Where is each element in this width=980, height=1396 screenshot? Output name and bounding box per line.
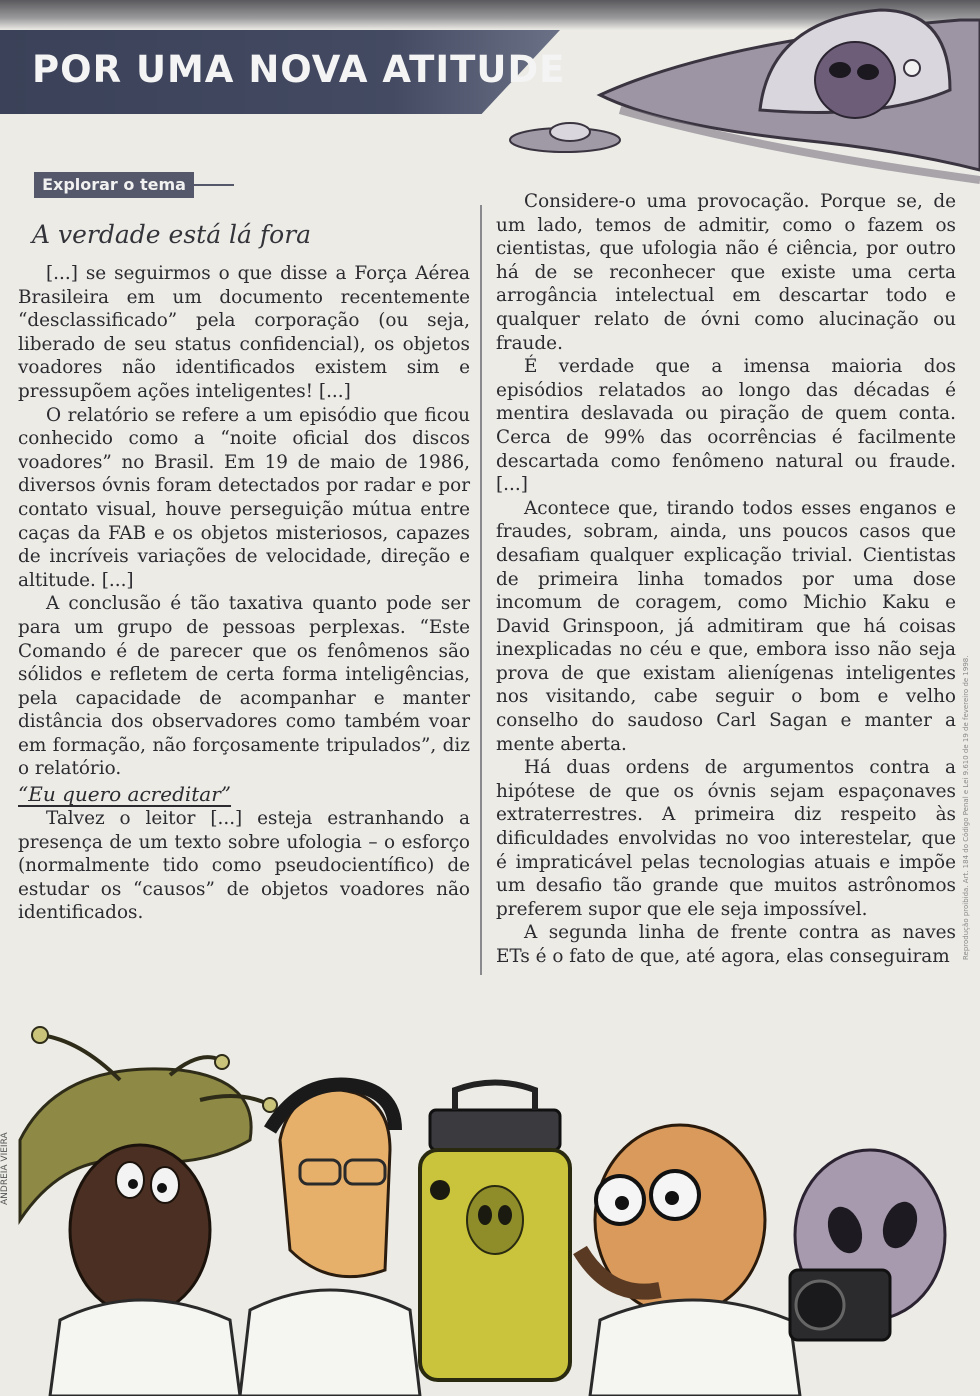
section-tag: Explorar o tema <box>34 172 194 198</box>
big-ufo-icon <box>600 10 980 180</box>
small-ufo-icon <box>510 123 620 152</box>
paragraph: Há duas ordens de argumentos contra a hipótese de que os óvnis sejam espaçonaves extraterrestres. A primeira diz respeito às dificuldades envolvidas no voo interestelar, que é impraticável pelas tecnologias atuais e impõe um desafio tão grande que muitos astrônomos preferem supor que ele seja impossível. <box>496 757 956 920</box>
scientist-two-icon <box>240 1085 420 1396</box>
right-column <box>496 190 956 969</box>
subheading: “Eu quero acreditar” <box>18 782 232 807</box>
scientist-three-icon <box>580 1125 800 1396</box>
paragraph: [...] se seguirmos o que disse a Força Aérea Brasileira em um documento recentemente “desclassificado” pela corporação (ou seja, liberado de seu status confidencial), os objetos voadores não identificados existem sim e pressupõem ações inteligentes! [...] <box>18 263 470 402</box>
paragraph: Acontece que, tirando todos esses enganos e fraudes, sobram, ainda, uns poucos casos que desafiam qualquer explicação trivial. Cientistas de primeira linha tomados por uma dose incomum de coragem, como Michio Kaku e David Grinspoon, já admitiram que há coisas inexplicadas no céu e que, embora isso não seja prova de que existam alienígenas inteligentes nos visitando, cabe seguir o bom e velho conselho do saudoso Carl Sagan e manter a mente aberta. <box>496 497 956 755</box>
ufo-illustration <box>0 0 980 200</box>
column-divider <box>480 205 482 975</box>
illustration-credit: ANDRÉIA VIEIRA <box>0 1132 10 1205</box>
grey-alien-icon <box>790 1150 945 1340</box>
paragraph: A segunda linha de frente contra as naves ETs é o fato de que, até agora, elas conseguiram <box>496 922 956 967</box>
paragraph: O relatório se refere a um episódio que ficou conhecido como a “noite oficial dos discos voadores” no Brasil. Em 19 de maio de 1986, diversos óvnis foram detectados por radar e por contato visual, houve perseguição mútua entre caças da FAB e os objetos misteriosos, capazes de incríveis variações de velocidade, direção e altitude. [...] <box>18 404 470 591</box>
page-title: POR UMA NOVA ATITUDE <box>32 48 566 91</box>
paragraph: Talvez o leitor [...] esteja estranhando a presença de um texto sobre ufologia – o esforço (normalmente tido como pseudocientífico) de estudar os “causos” de objetos voadores não identificados. <box>18 808 470 924</box>
specimen-jar-icon <box>420 1083 570 1381</box>
scientists-illustration <box>0 1020 980 1396</box>
legal-note: Reprodução proibida. Art. 184 do Código Penal e Lei 9.610 de 19 de fevereiro de 1998. <box>962 655 970 960</box>
paragraph: A conclusão é tão taxativa quanto pode ser para um grupo de pessoas perplexas. “Este Comando é de parecer que os fenômenos são sólidos e refletem de certa forma inteligências, pela capacidade de acompanhar e manter distância dos observadores como também voar em formação, não forçosamente tripulados”, diz o relatório. <box>18 593 470 780</box>
paragraph: Considere-o uma provocação. Porque se, de um lado, temos de admitir, como o fazem os cientistas, que ufologia não é ciência, por outro há de se reconhecer que existe uma certa arrogância intelectual em descartar todo e qualquer relato de óvni como alucinação ou fraude. <box>496 191 956 354</box>
left-column <box>18 262 470 925</box>
scientist-one-icon <box>50 1145 240 1396</box>
paragraph: É verdade que a imensa maioria dos episódios relatados ao longo das décadas é mentira deslavada ou piração de quem conta. Cerca de 99% das ocorrências é facilmente descartada como fenômeno natural ou fraude. [...] <box>496 356 956 496</box>
article-headline: A verdade está lá fora <box>32 220 312 249</box>
